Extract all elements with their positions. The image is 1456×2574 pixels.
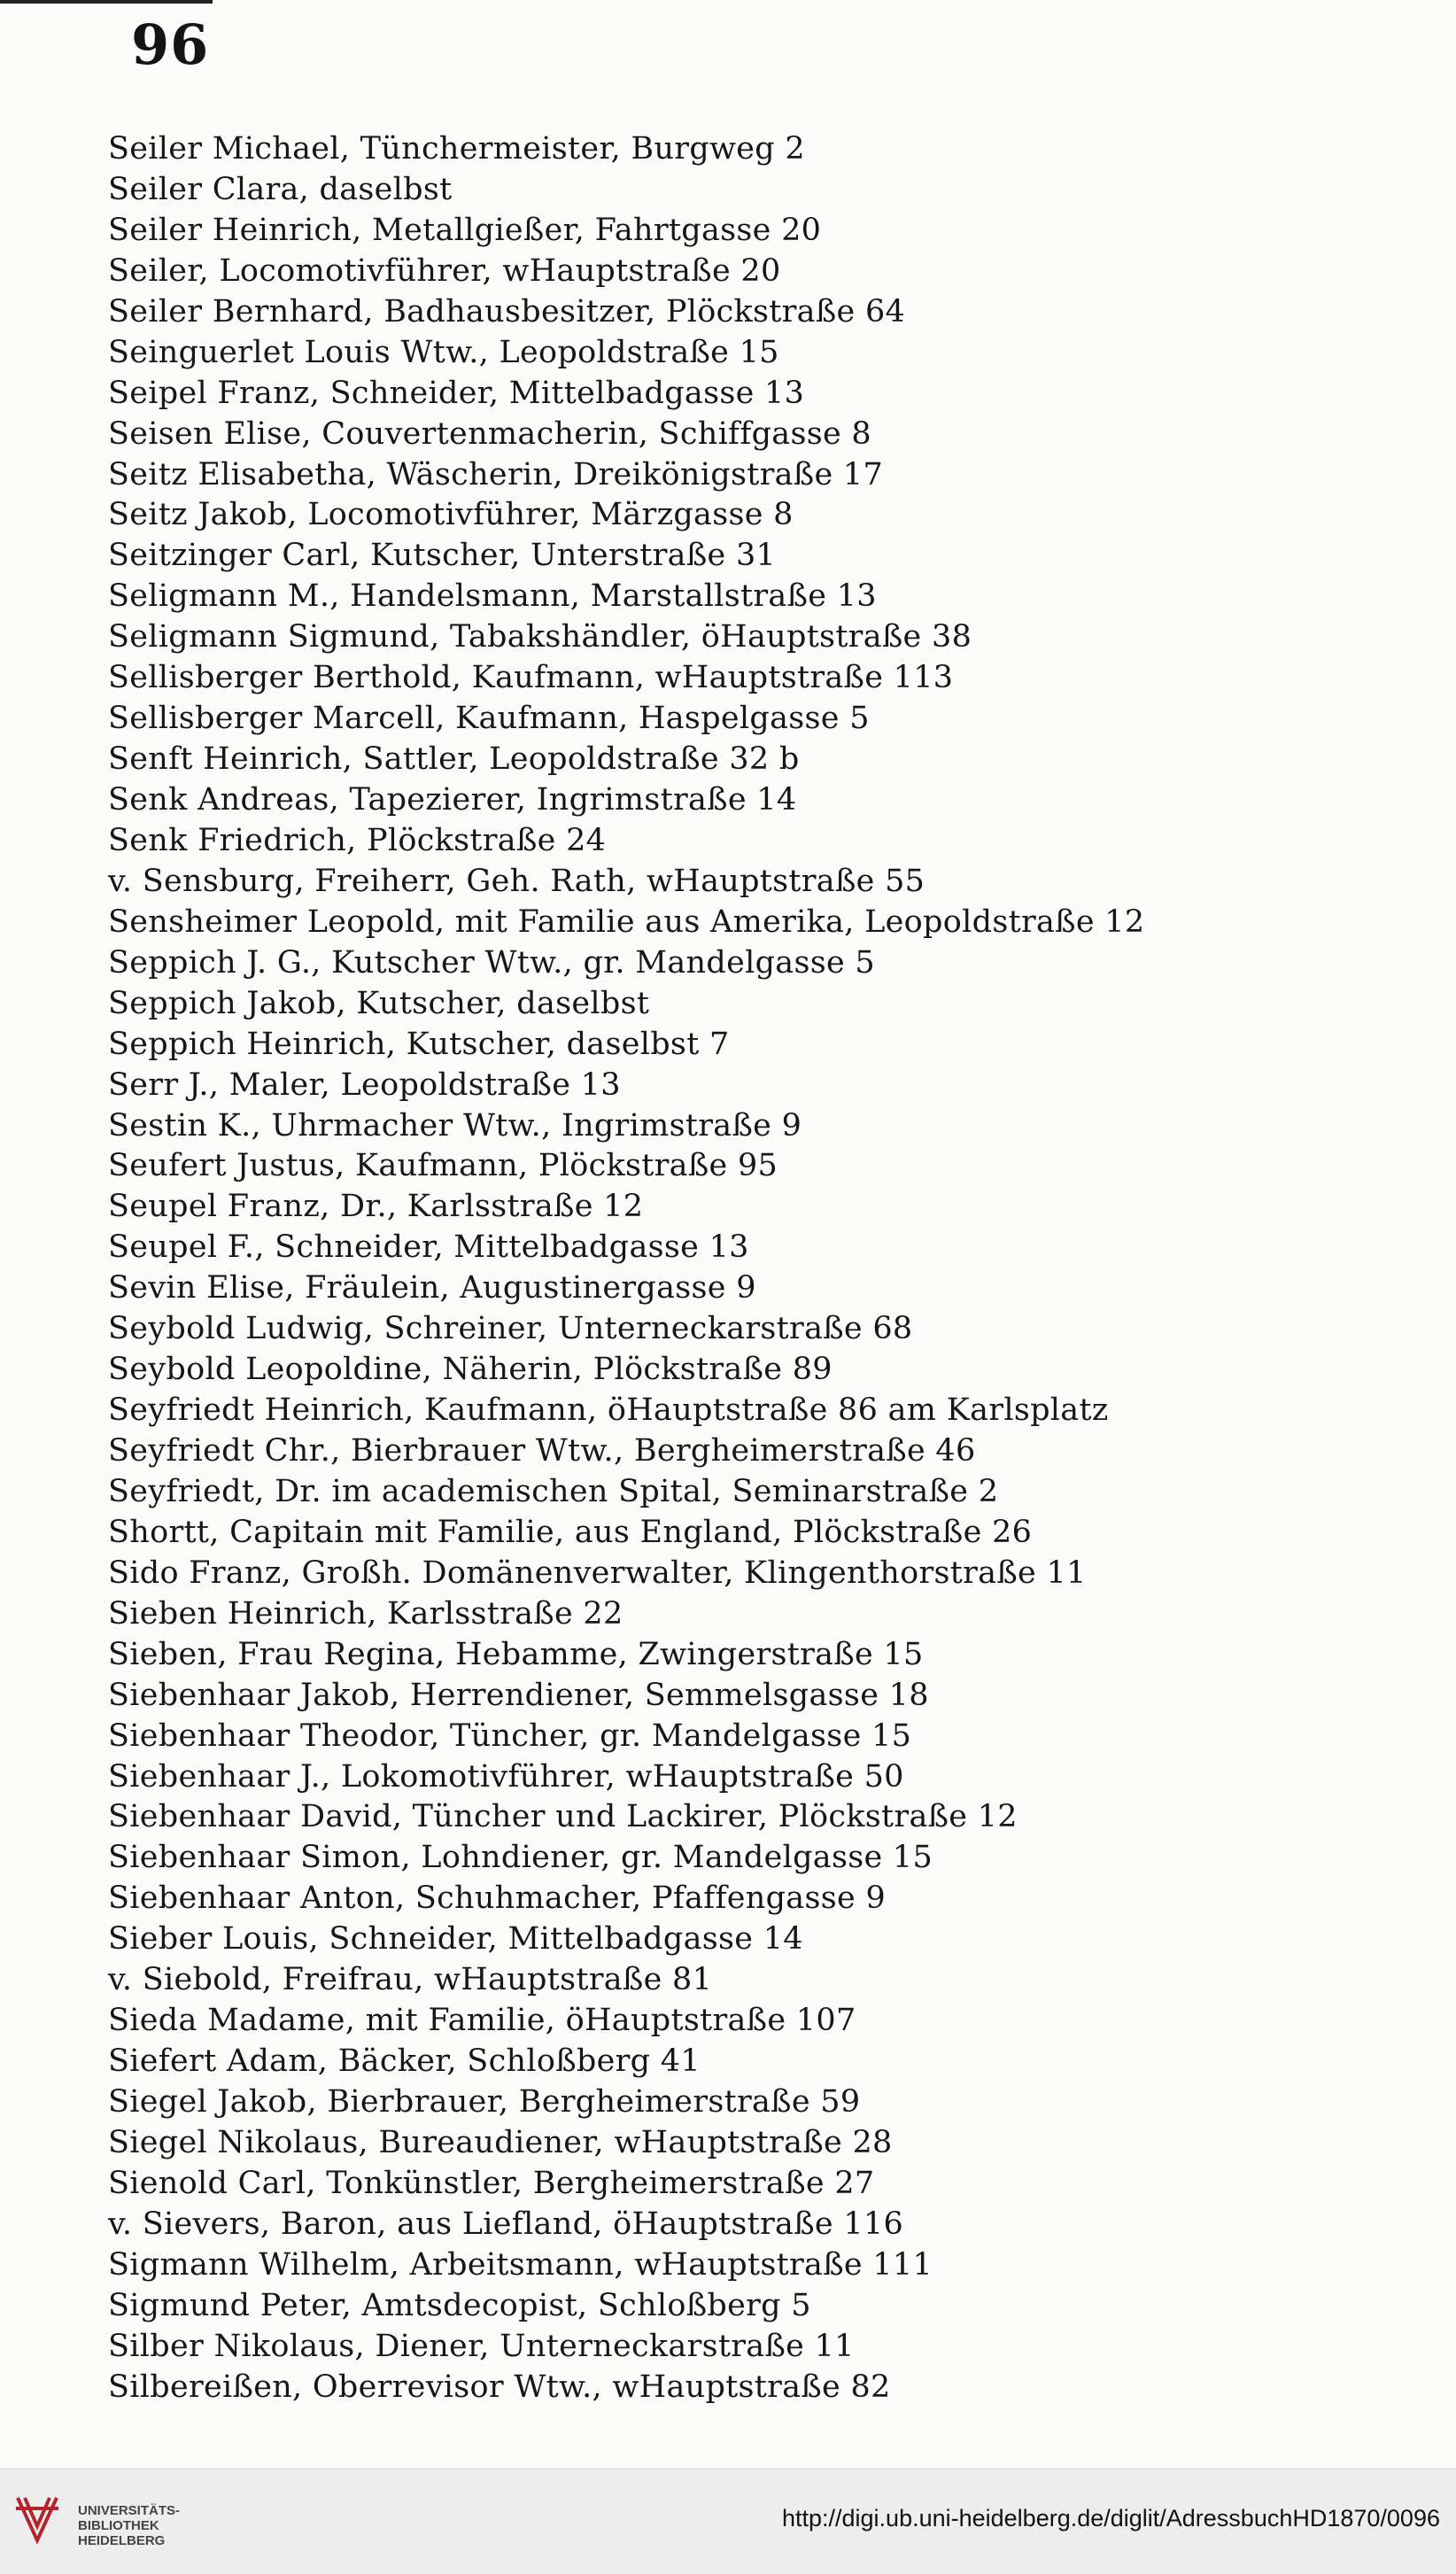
directory-entry: Silber Nikolaus, Diener, Unterneckarstraße 11 bbox=[108, 2328, 855, 2364]
directory-entry: Sestin K., Uhrmacher Wtw., Ingrimstraße 9 bbox=[108, 1107, 802, 1144]
directory-entry: Seppich J. G., Kutscher Wtw., gr. Mandelgasse 5 bbox=[108, 944, 875, 981]
directory-entry: Seinguerlet Louis Wtw., Leopoldstraße 15 bbox=[108, 334, 779, 370]
logo-line: HEIDELBERG bbox=[78, 2533, 166, 2548]
directory-entry: Seybold Ludwig, Schreiner, Unterneckarstraße 68 bbox=[108, 1311, 913, 1347]
directory-entry: Sellisberger Marcell, Kaufmann, Haspelgasse 5 bbox=[108, 701, 870, 737]
directory-entry: Seiler Clara, daselbst bbox=[108, 171, 453, 207]
directory-entry: Sigmund Peter, Amtsdecopist, Schloßberg 5 bbox=[108, 2287, 811, 2323]
directory-entry: Siegel Nikolaus, Bureaudiener, wHauptstraße 28 bbox=[108, 2124, 893, 2160]
directory-entry: Seitzinger Carl, Kutscher, Unterstraße 31 bbox=[108, 538, 777, 574]
directory-entry: Seupel F., Schneider, Mittelbadgasse 13 bbox=[108, 1229, 749, 1266]
library-name bbox=[78, 2503, 180, 2548]
library-logo[interactable] bbox=[12, 2480, 198, 2560]
directory-entry: v. Siebold, Freifrau, wHauptstraße 81 bbox=[108, 1962, 713, 1998]
directory-entry: Sieber Louis, Schneider, Mittelbadgasse 14 bbox=[108, 1921, 803, 1958]
directory-entry: Seiler Bernhard, Badhausbesitzer, Plöckstraße 64 bbox=[108, 293, 906, 330]
permalink-url[interactable]: http://digi.ub.uni-heidelberg.de/diglit/AdressbuchHD1870/0096 bbox=[781, 2505, 1440, 2531]
library-seal-icon bbox=[12, 2491, 62, 2547]
directory-entry: Sensheimer Leopold, mit Familie aus Amerika, Leopoldstraße 12 bbox=[108, 903, 1145, 940]
directory-entry: Siegel Jakob, Bierbrauer, Bergheimerstraße 59 bbox=[108, 2084, 861, 2120]
directory-entry: Sigmann Wilhelm, Arbeitsmann, wHauptstraße 111 bbox=[108, 2246, 933, 2283]
top-rule bbox=[0, 0, 213, 4]
directory-entry: Seupel Franz, Dr., Karlsstraße 12 bbox=[108, 1189, 644, 1225]
directory-entry: Sido Franz, Großh. Domänenverwalter, Klingenthorstraße 11 bbox=[108, 1554, 1087, 1591]
directory-entry: Siefert Adam, Bäcker, Schloßberg 41 bbox=[108, 2043, 701, 2080]
directory-entry: Sieben Heinrich, Karlsstraße 22 bbox=[108, 1595, 623, 1632]
directory-entry: Seyfriedt, Dr. im academischen Spital, Seminarstraße 2 bbox=[108, 1473, 999, 1509]
directory-entry: Seligmann Sigmund, Tabakshändler, öHauptstraße 38 bbox=[108, 619, 972, 655]
directory-entry: Seyfriedt Heinrich, Kaufmann, öHauptstraße 86 am Karlsplatz bbox=[108, 1392, 1109, 1429]
page-number: 96 bbox=[131, 12, 210, 77]
directory-entry: Seufert Justus, Kaufmann, Plöckstraße 95 bbox=[108, 1148, 778, 1184]
directory-entry: Seisen Elise, Couvertenmacherin, Schiffgasse 8 bbox=[108, 415, 871, 452]
directory-entry: Seipel Franz, Schneider, Mittelbadgasse 13 bbox=[108, 375, 805, 411]
directory-entry: Seiler Heinrich, Metallgießer, Fahrtgasse 20 bbox=[108, 212, 822, 248]
directory-entry: Seyfriedt Chr., Bierbrauer Wtw., Bergheimerstraße 46 bbox=[108, 1433, 976, 1469]
directory-entry: Sellisberger Berthold, Kaufmann, wHauptstraße 113 bbox=[108, 660, 954, 696]
directory-entry: Siebenhaar Simon, Lohndiener, gr. Mandelgasse 15 bbox=[108, 1840, 933, 1876]
logo-line: BIBLIOTHEK bbox=[78, 2518, 159, 2533]
directory-entry: Siebenhaar Theodor, Tüncher, gr. Mandelgasse 15 bbox=[108, 1717, 912, 1754]
directory-entry: v. Sievers, Baron, aus Liefland, öHauptstraße 116 bbox=[108, 2206, 904, 2242]
directory-entry: Seitz Jakob, Locomotivführer, Märzgasse 8 bbox=[108, 497, 794, 533]
footer-bar bbox=[0, 2469, 1456, 2574]
directory-entry: Seiler, Locomotivführer, wHauptstraße 20 bbox=[108, 252, 781, 289]
directory-entry: Silbereißen, Oberrevisor Wtw., wHauptstraße 82 bbox=[108, 2369, 891, 2405]
directory-entry: Siebenhaar Anton, Schuhmacher, Pfaffengasse 9 bbox=[108, 1880, 887, 1917]
directory-entry: Shortt, Capitain mit Familie, aus England, Plöckstraße 26 bbox=[108, 1514, 1033, 1550]
directory-entry: Sienold Carl, Tonkünstler, Bergheimerstraße 27 bbox=[108, 2165, 875, 2201]
directory-entry: Senft Heinrich, Sattler, Leopoldstraße 32 b bbox=[108, 741, 800, 778]
directory-entry: Sieben, Frau Regina, Hebamme, Zwingerstraße 15 bbox=[108, 1636, 924, 1672]
logo-line: UNIVERSITÄTS- bbox=[78, 2503, 181, 2518]
directory-entry: Senk Andreas, Tapezierer, Ingrimstraße 14 bbox=[108, 782, 797, 818]
directory-entry: Siebenhaar J., Lokomotivführer, wHauptstraße 50 bbox=[108, 1758, 904, 1795]
directory-entry: Siebenhaar Jakob, Herrendiener, Semmelsgasse 18 bbox=[108, 1677, 929, 1713]
directory-entry: Siebenhaar David, Tüncher und Lackirer, Plöckstraße 12 bbox=[108, 1799, 1018, 1835]
directory-entry: Seitz Elisabetha, Wäscherin, Dreikönigstraße 17 bbox=[108, 456, 884, 492]
directory-entry: v. Sensburg, Freiherr, Geh. Rath, wHauptstraße 55 bbox=[108, 863, 925, 899]
directory-entry: Seiler Michael, Tünchermeister, Burgweg 2 bbox=[108, 131, 805, 167]
directory-entries bbox=[108, 129, 1401, 2408]
directory-entry: Seppich Jakob, Kutscher, daselbst bbox=[108, 985, 650, 1021]
directory-entry: Seppich Heinrich, Kutscher, daselbst 7 bbox=[108, 1026, 730, 1062]
directory-entry: Serr J., Maler, Leopoldstraße 13 bbox=[108, 1066, 621, 1103]
directory-entry: Seybold Leopoldine, Näherin, Plöckstraße 89 bbox=[108, 1352, 833, 1388]
directory-entry: Sevin Elise, Fräulein, Augustinergasse 9 bbox=[108, 1270, 756, 1306]
directory-entry: Senk Friedrich, Plöckstraße 24 bbox=[108, 822, 607, 858]
directory-entry: Sieda Madame, mit Familie, öHauptstraße 107 bbox=[108, 2003, 856, 2039]
directory-entry: Seligmann M., Handelsmann, Marstallstraße 13 bbox=[108, 578, 877, 615]
